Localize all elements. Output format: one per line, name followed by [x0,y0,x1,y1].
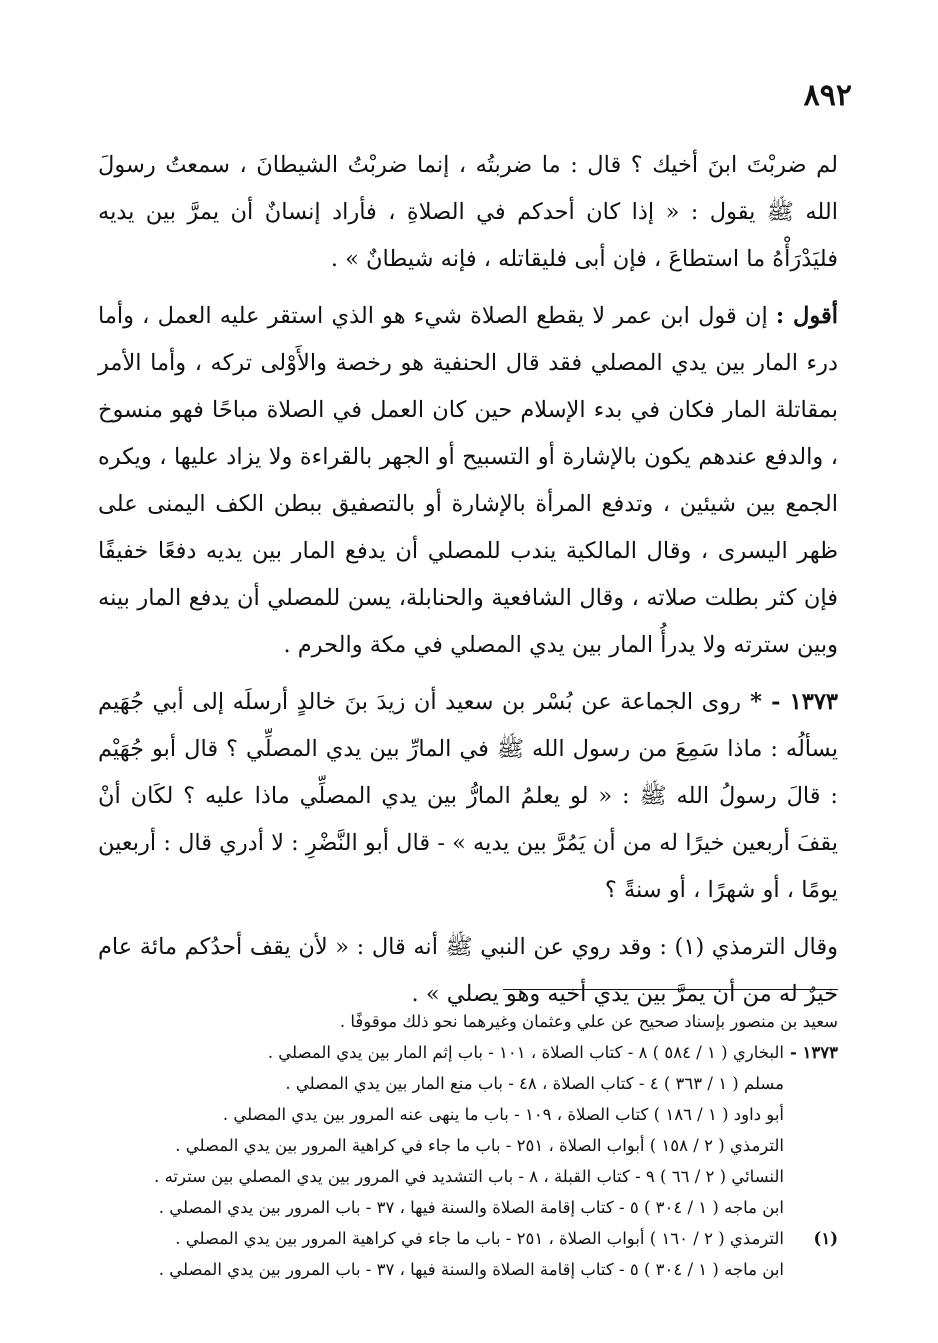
footnote-text: أبو داود ( ١ / ١٨٦ ) كتاب الصلاة ، ١٠٩ - باب ما ينهى عنه المرور بين يدي المصلي . [222,1105,784,1124]
commentary-text: إن قول ابن عمر لا يقطع الصلاة شيء هو الذي استقر عليه العمل ، وأما درء المار بين يدي المصلي فقد قال الحنفية هو رخصة والأَوْلى تركه ، وأما الأمر بمقاتلة المار فكان في بدء الإسلام حين كان العمل في الصلاة مباحًا فهو منسوخ ، والدفع عندهم يكون بالإشارة أو التسبيح أو الجهر بالقراءة ولا يزاد عليها ، ويكره الجمع بين شيئين ، وتدفع المرأة بالإشارة أو بالتصفيق ببطن الكف اليمنى على ظهر اليسرى ، وقال المالكية يندب للمصلي أن يدفع المار بين يديه دفعًا خفيفًا فإن كثر بطلت صلاته ، وقال الشافعية والحنابلة، يسن للمصلي أن يدفع المار بينه وبين سترته ولا يدرأُ المار بين يدي المصلي في مكة والحرم . [98,303,838,658]
footnote-tag: ١٣٧٣ - [789,1043,838,1062]
hadith-text: روى الجماعة عن بُسْر بن سعيد أن زيدَ بنَ خالدٍ أرسلَه إلى أبي جُهَيم يسألُه : ماذا سَمِعَ من رسول الله ﷺ في المارِّ بين يدي المصلِّي ؟ قال أبو جُهَيْم : قالَ رسولُ الله ﷺ : « لو يعلمُ المارُّ بين يدي المصلِّي ماذا عليه ؟ لكَان أنْ يقفَ أربعين خيرًا له من أن يَمُرَّ بين يديه » - قال أبو النَّضْرِ : لا أدري قال : أربعين يومًا ، أو شهرًا ، أو سنةً ؟ [98,689,838,903]
footnote-tag: (١) [813,1229,838,1248]
footnote-text: ابن ماجه ( ١ / ٣٠٤ ) ٥ - كتاب إقامة الصلاة والسنة فيها ، ٣٧ - باب المرور بين يدي المصلي . [158,1260,784,1279]
commentary-lead: أقول : [775,303,838,329]
footnote-line [98,1254,838,1285]
footnote-text: الترمذي ( ٢ / ١٦٠ ) أبواب الصلاة ، ٢٥١ - باب ما جاء في كراهية المرور بين يدي المصلي . [175,1229,784,1248]
paragraph-hadith-1373 [98,679,838,914]
hadith-number: ١٣٧٣ - * [741,689,838,715]
main-text [98,142,838,1018]
footnote-text: البخاري ( ١ / ٥٨٤ ) ٨ - كتاب الصلاة ، ١٠١ - باب إثم المار بين يدي المصلي . [267,1043,784,1062]
footnote-line [98,1068,838,1099]
footnote-text: ابن ماجه ( ١ / ٣٠٤ ) ٥ - كتاب إقامة الصلاة والسنة فيها ، ٣٧ - باب المرور بين يدي المصلي . [158,1198,784,1217]
footnote-line [98,1130,838,1161]
footnote-text: النسائي ( ٢ / ٦٦ ) ٩ - كتاب القبلة ، ٨ - باب التشديد في المرور بين يدي المصلي بين سترته . [154,1167,784,1186]
footnote-divider [503,989,838,990]
footnote-line [98,1037,838,1068]
footnote-line [98,1192,838,1223]
paragraph-commentary [98,293,838,669]
footnote-text: الترمذي ( ٢ / ١٥٨ ) أبواب الصلاة ، ٢٥١ - باب ما جاء في كراهية المرور بين يدي المصلي . [175,1136,784,1155]
footnote-line [98,1006,838,1037]
page-number: ٨٩٢ [803,78,852,113]
footnote-text: سعيد بن منصور بإسناد صحيح عن علي وعثمان وغيرهما نحو ذلك موقوفًا . [339,1012,838,1031]
footnote-text: مسلم ( ١ / ٣٦٣ ) ٤ - كتاب الصلاة ، ٤٨ - باب منع المار بين يدي المصلي . [285,1074,784,1093]
paragraph-tirmidhi: وقال الترمذي (١) : وقد روي عن النبي ﷺ أنه قال : « لأن يقف أحدُكم مائة عام خيرٌ له من أن يمرَّ بين يدي أخيه وهو يصلي » . [98,934,838,1007]
footnote-line [98,1223,838,1254]
footnote-line [98,1099,838,1130]
paragraph-hadith-continuation: لم ضربْتَ ابنَ أخيك ؟ قال : ما ضربتُه ، إنما ضربْتُ الشيطانَ ، سمعتُ رسولَ الله ﷺ يقول : « إذا كان أحدكم في الصلاةِ ، فأراد إنسانٌ أن يمرَّ بين يديه فليَدْرَأْهُ ما استطاعَ ، فإن أبى فليقاتله ، فإنه شيطانٌ » . [98,152,838,272]
footnote-line [98,1161,838,1192]
footnotes [98,1006,838,1285]
